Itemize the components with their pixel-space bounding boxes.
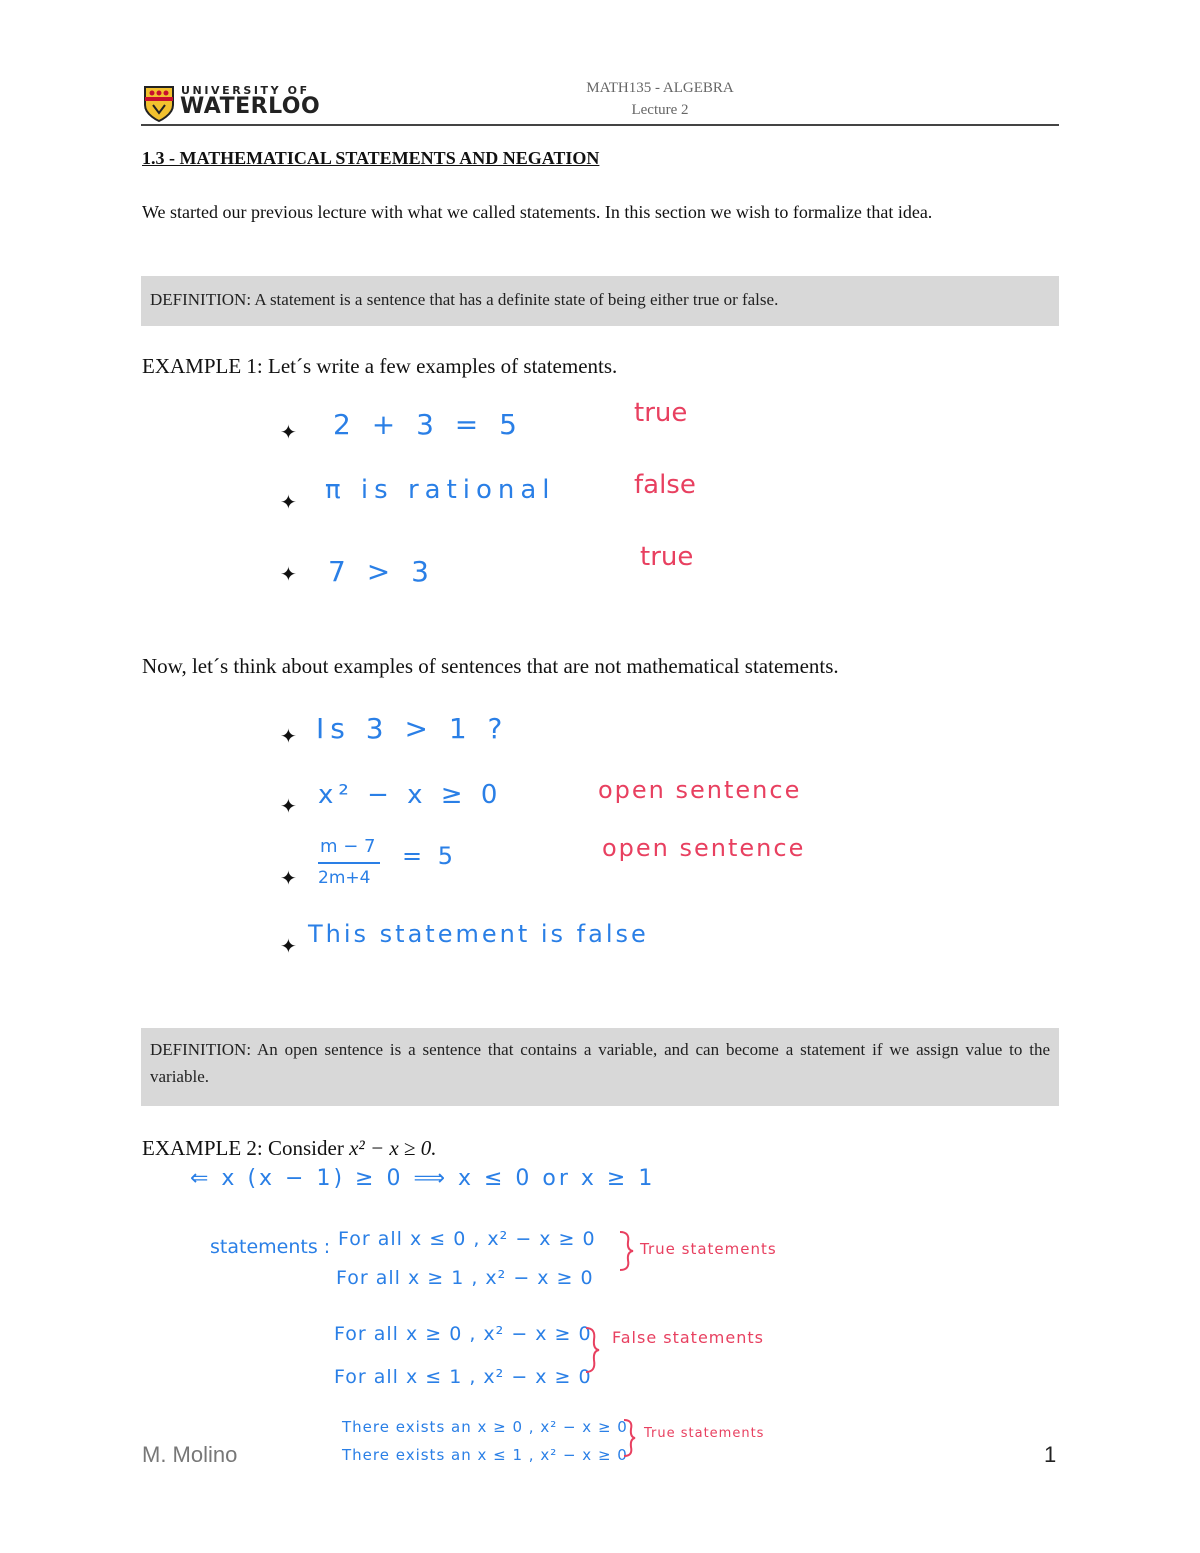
group2-line1: For all x ≥ 0 , x² − x ≥ 0 [334, 1323, 592, 1345]
section-title: 1.3 - MATHEMATICAL STATEMENTS AND NEGATION [142, 148, 600, 168]
right-brace-icon [622, 1418, 636, 1458]
statement-3: 7 > 3 [328, 555, 435, 588]
right-brace-icon [584, 1326, 600, 1374]
nonstatement-2-label: open sentence [598, 776, 802, 804]
fraction-bar [318, 862, 380, 864]
bullet-icon: ✦ [280, 562, 297, 586]
fraction-numerator: m − 7 [320, 836, 376, 857]
nonstatement-3-label: open sentence [602, 834, 806, 862]
lecture-number: Lecture 2 [631, 102, 689, 118]
group3-label: True statements [644, 1426, 765, 1441]
logo-text-top: UNIVERSITY OF [181, 84, 310, 97]
course-title: MATH135 - ALGEBRA [586, 80, 734, 96]
fraction-rhs: = 5 [402, 842, 458, 870]
statement-2: π is rational [325, 475, 556, 505]
bullet-icon: ✦ [280, 420, 297, 444]
example2-heading [142, 1136, 436, 1161]
statement-1-label: true [634, 398, 688, 428]
header-rule [141, 124, 1059, 126]
crest-icon [143, 85, 175, 123]
footer-author: M. Molino [142, 1442, 238, 1467]
definition-text: DEFINITION: A statement is a sentence that has a definite state of being either true or false. [150, 290, 779, 309]
right-brace-icon [618, 1230, 634, 1272]
bullet-icon: ✦ [280, 724, 297, 748]
example1-heading: EXAMPLE 1: Let´s write a few examples of statements. [142, 354, 618, 378]
definition-box-open-sentence [141, 1028, 1059, 1106]
bullet-icon: ✦ [280, 866, 297, 890]
nonstatement-4: This statement is false [308, 920, 649, 948]
statement-2-label: false [634, 470, 696, 500]
group2-label: False statements [612, 1328, 764, 1347]
group1-line1: For all x ≤ 0 , x² − x ≥ 0 [338, 1228, 596, 1250]
factorization-line: ⇐ x (x − 1) ≥ 0 ⟹ x ≤ 0 or x ≥ 1 [190, 1166, 656, 1191]
bullet-icon: ✦ [280, 794, 297, 818]
bullet-icon: ✦ [280, 490, 297, 514]
example2-heading-prefix: EXAMPLE 2: Consider [142, 1136, 350, 1160]
statements-label: statements : [210, 1236, 331, 1258]
group3-line1: There exists an x ≥ 0 , x² − x ≥ 0 [342, 1418, 628, 1436]
definition-text: DEFINITION: An open sentence is a sentence that contains a variable, and can become a statement if we assign value to the variable. [150, 1040, 1050, 1086]
fraction-denominator: 2m+4 [318, 868, 371, 888]
nonstatement-2: x² − x ≥ 0 [318, 780, 503, 810]
statement-1: 2 + 3 = 5 [333, 408, 523, 441]
intro-paragraph: We started our previous lecture with what we called statements. In this section we wish to formalize that idea. [142, 202, 933, 222]
group1-label: True statements [640, 1240, 777, 1258]
group1-line2: For all x ≥ 1 , x² − x ≥ 0 [336, 1267, 594, 1289]
logo-text-main: WATERLOO [180, 94, 321, 119]
group3-line2: There exists an x ≤ 1 , x² − x ≥ 0 [342, 1446, 628, 1464]
nonstatements-heading: Now, let´s think about examples of sentences that are not mathematical statements. [142, 654, 839, 678]
bullet-icon: ✦ [280, 934, 297, 958]
example2-heading-math: x² − x ≥ 0. [349, 1136, 437, 1160]
statement-3-label: true [640, 542, 694, 572]
definition-box-statement [141, 276, 1059, 326]
group2-line2: For all x ≤ 1 , x² − x ≥ 0 [334, 1366, 592, 1388]
nonstatement-1: Is 3 > 1 ? [316, 712, 509, 745]
page-number: 1 [1044, 1442, 1057, 1467]
